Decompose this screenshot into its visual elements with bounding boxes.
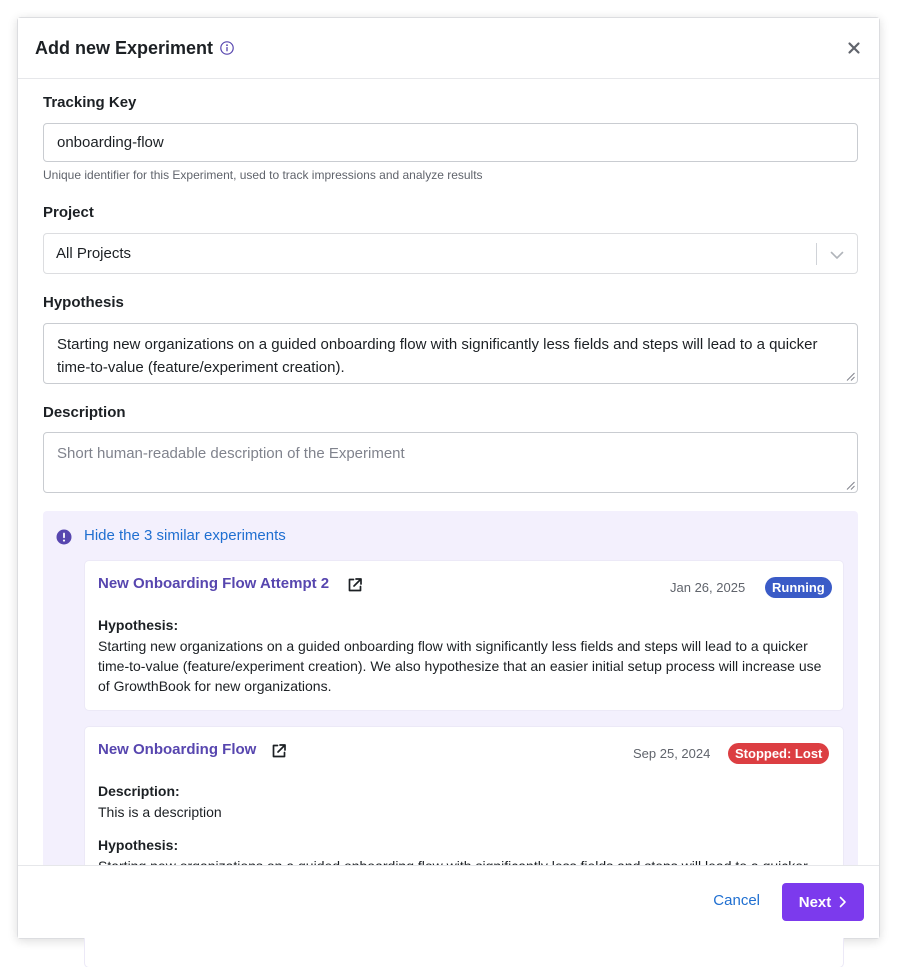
experiment-date: Jan 26, 2025 <box>670 580 746 595</box>
modal-header <box>18 18 879 79</box>
description-placeholder: Short human-readable description of the Experiment <box>57 445 405 462</box>
experiment-date: Sep 25, 2024 <box>633 746 711 761</box>
close-icon <box>848 42 860 54</box>
add-experiment-modal <box>17 17 880 939</box>
description-heading: Description: <box>98 783 180 799</box>
hypothesis-heading: Hypothesis: <box>98 837 179 853</box>
chevron-right-icon <box>838 896 847 908</box>
experiment-title-link[interactable]: New Onboarding Flow <box>98 741 257 758</box>
experiment-title-link[interactable]: New Onboarding Flow Attempt 2 <box>98 575 330 592</box>
status-badge-running: Running <box>765 577 832 598</box>
modal-body[interactable] <box>18 80 879 867</box>
modal-footer <box>18 865 879 938</box>
hypothesis-text: Starting new organizations on a guided onboarding flow with significantly less fields and steps will lead to a quicker time-to-value (feature/experiment creation). <box>57 336 818 376</box>
hypothesis-textarea[interactable] <box>43 323 858 384</box>
status-badge-stopped: Stopped: Lost <box>728 743 829 764</box>
resize-grip-icon[interactable] <box>846 481 855 490</box>
alert-circle-icon <box>56 529 72 545</box>
project-select-value: All Projects <box>56 245 132 262</box>
next-button[interactable] <box>782 883 864 921</box>
modal-title: Add new Experiment <box>35 37 214 58</box>
external-link-icon[interactable] <box>347 577 363 593</box>
project-label: Project <box>43 204 94 221</box>
info-circle-icon[interactable] <box>220 41 234 55</box>
similar-experiment-card <box>85 561 843 710</box>
hypothesis-heading: Hypothesis: <box>98 617 179 633</box>
hypothesis-label: Hypothesis <box>43 294 124 311</box>
external-link-icon[interactable] <box>271 743 287 759</box>
tracking-key-help: Unique identifier for this Experiment, used to track impressions and analyze results <box>43 168 483 182</box>
similar-experiments-panel <box>43 511 858 911</box>
tracking-key-label: Tracking Key <box>43 94 137 111</box>
next-button-label: Next <box>798 893 832 911</box>
chevron-down-icon[interactable] <box>829 247 845 263</box>
hide-similar-link[interactable]: Hide the 3 similar experiments <box>84 527 286 544</box>
cancel-button[interactable]: Cancel <box>713 892 760 909</box>
close-button[interactable] <box>843 37 865 59</box>
resize-grip-icon[interactable] <box>846 372 855 381</box>
hypothesis-body: Starting new organizations on a guided onboarding flow with significantly less fields and steps will lead to a quicker time-to-value (feature/experiment creation). We also hypothesize that an easier initial setup process will increase use of GrowthBook for new organizations. <box>98 638 822 694</box>
description-textarea[interactable] <box>43 432 858 493</box>
project-select[interactable] <box>43 233 858 274</box>
tracking-key-input[interactable] <box>43 123 858 162</box>
description-label: Description <box>43 404 126 421</box>
description-body: This is a description <box>98 804 222 820</box>
select-separator <box>816 243 817 265</box>
